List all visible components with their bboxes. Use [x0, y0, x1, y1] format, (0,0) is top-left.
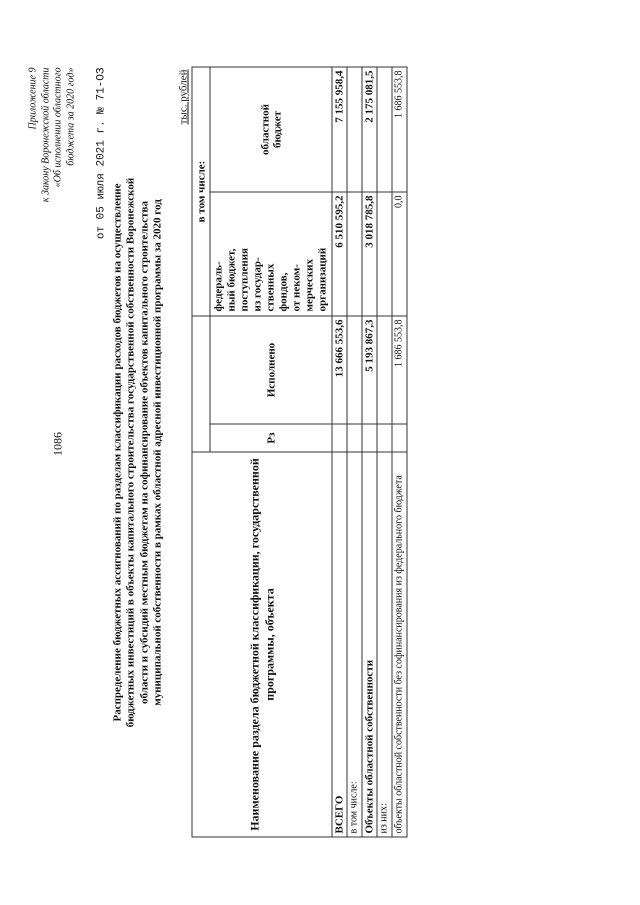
title-line: области и субсидий местным бюджетам на софинансирование объектов капитального строительства — [138, 200, 151, 704]
title-line: муниципальной собственности в рамках областной адресной инвестиционной программы за 2020 год — [151, 198, 164, 706]
title-line: бюджетных инвестиций в объекты капитального строительства государственной собственности Воронежской — [124, 177, 137, 727]
appendix-line: Приложение 9 — [27, 67, 39, 129]
row-rz — [332, 424, 347, 452]
table-row — [362, 67, 377, 837]
header-regional: областной бюджет — [210, 67, 332, 192]
allocation-table — [192, 66, 408, 837]
row-executed: 1 686 553,8 — [392, 316, 407, 424]
row-name: объекты областной собственности без софинансирования из федерального бюджета — [392, 452, 407, 837]
row-executed: 13 666 553,6 — [332, 316, 347, 424]
row-executed — [347, 316, 362, 424]
units-label: тыс. рублей — [177, 69, 190, 124]
header-executed: Исполнено — [210, 316, 332, 424]
row-federal — [347, 192, 362, 316]
row-federal: 6 510 595,2 — [332, 192, 347, 316]
appendix-line: «Об исполнении областного — [52, 67, 64, 187]
row-executed — [377, 316, 392, 424]
rotated-document — [28, 67, 613, 837]
row-rz — [392, 424, 407, 452]
row-rz — [347, 424, 362, 452]
page-number: 1086 — [50, 432, 65, 456]
row-regional — [347, 67, 362, 192]
table-row — [332, 67, 347, 837]
header-including: в том числе: — [192, 67, 210, 316]
row-regional: 2 175 081,5 — [362, 67, 377, 192]
row-regional — [377, 67, 392, 192]
row-rz — [377, 424, 392, 452]
row-regional: 1 686 553,8 — [392, 67, 407, 192]
document-title — [112, 67, 165, 837]
row-name: ВСЕГО — [332, 452, 347, 837]
table-row — [392, 67, 407, 837]
row-federal: 0,0 — [392, 192, 407, 316]
header-name: Наименование раздела бюджетной классификации, государственной программы, объекта — [192, 452, 332, 837]
row-rz — [362, 424, 377, 452]
row-regional: 7 155 958,4 — [332, 67, 347, 192]
row-executed: 5 193 867,3 — [362, 316, 377, 424]
law-date-stamp: от 05 июля 2021 г. № 71-ОЗ — [95, 67, 108, 239]
header-rz: Рз — [210, 424, 332, 452]
row-name: в том числе: — [347, 452, 362, 837]
row-federal — [377, 192, 392, 316]
header-federal: федераль- ный бюджет, поступления из государ- ственных фондов, от неком- мерческих организаций — [210, 192, 332, 316]
appendix-line: бюджета за 2020 год» — [65, 67, 76, 166]
row-name: Объекты областной собственности — [362, 452, 377, 837]
header-blank — [192, 316, 210, 452]
appendix-line: к Закону Воронежской области — [40, 67, 51, 202]
table-row — [377, 67, 392, 837]
table-row — [347, 67, 362, 837]
row-name: из них: — [377, 452, 392, 837]
title-line: Распределение бюджетных ассигнований по разделам классификации расходов бюджетов на осуществление — [111, 182, 124, 722]
appendix-header — [28, 67, 78, 307]
row-federal: 3 018 785,8 — [362, 192, 377, 316]
